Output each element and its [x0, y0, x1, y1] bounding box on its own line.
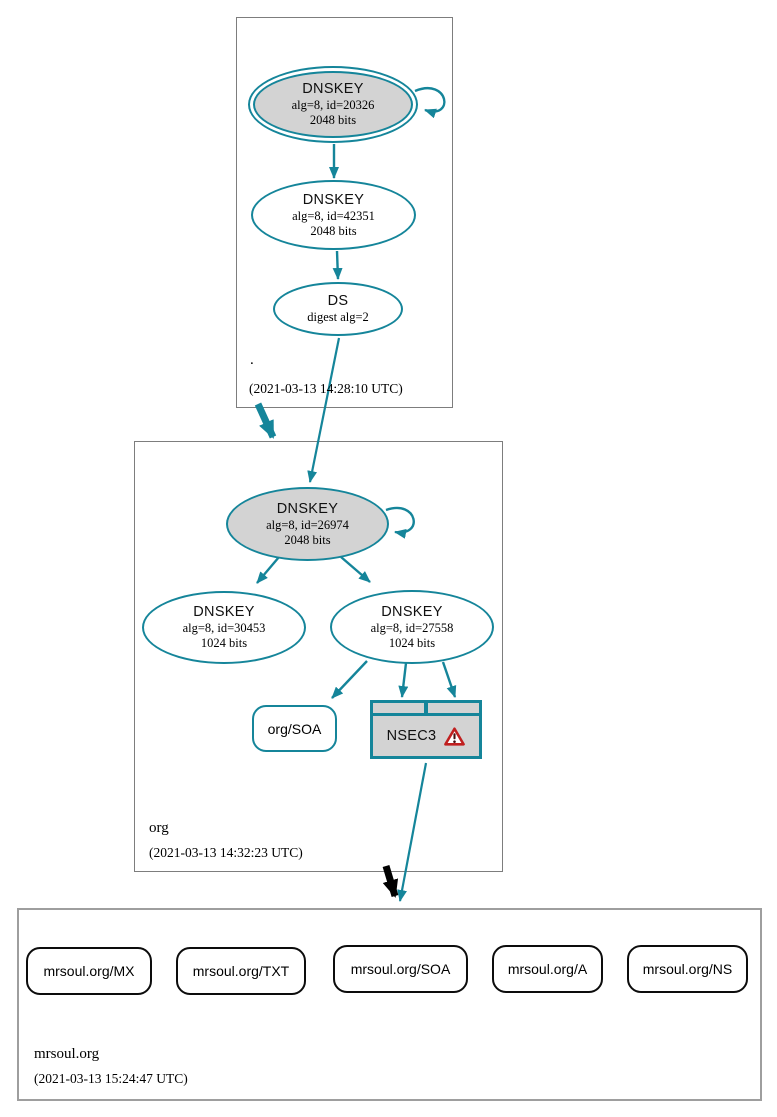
nsec3-record-cell-2	[428, 703, 479, 713]
node-title: DNSKEY	[381, 603, 443, 620]
edge-org-zsk2-to-nsec3-a	[402, 663, 406, 697]
node-title: DNSKEY	[302, 191, 365, 208]
rrset-label: mrsoul.org/TXT	[192, 963, 290, 979]
edge-nsec3-to-mrsoul	[400, 763, 426, 901]
edge-root-zsk-to-ds	[337, 251, 338, 279]
node-detail-alg-id: alg=8, id=26974	[266, 517, 349, 532]
zone-timestamp-root: (2021-03-13 14:28:10 UTC)	[249, 381, 403, 396]
node-title: DNSKEY	[193, 604, 255, 620]
node-title: DNSKEY	[302, 81, 364, 97]
zone-name-org: org	[149, 820, 169, 836]
edge-org-ksk-to-zsk2	[341, 557, 370, 582]
zone-timestamp-org: (2021-03-13 14:32:23 UTC)	[149, 845, 303, 860]
edge-org-ksk-selfsign	[386, 508, 414, 532]
edge-root-ksk-selfsign	[415, 88, 444, 111]
rrset-label: mrsoul.org/NS	[642, 961, 733, 977]
rrset-label: mrsoul.org/SOA	[350, 961, 451, 977]
ds-node-root[interactable]	[273, 282, 403, 336]
rrset-node-mrsoul-org-ns[interactable]	[627, 945, 748, 993]
edge-org-ksk-to-zsk1	[257, 557, 279, 583]
nsec3-node[interactable]	[370, 700, 482, 759]
rrset-node-org-soa[interactable]	[252, 705, 337, 752]
edge-org-zsk2-to-soa	[332, 661, 367, 698]
edge-delegation-org-to-mrsoul	[386, 866, 395, 896]
nsec3-record-cells	[373, 703, 479, 713]
dnskey-node-root-ksk-inner	[253, 71, 413, 138]
rrset-label: org/SOA	[267, 720, 322, 737]
rrset-node-mrsoul-org-soa[interactable]	[333, 945, 468, 993]
zone-name-mrsoul-org: mrsoul.org	[34, 1046, 100, 1062]
edge-org-zsk2-to-nsec3-b	[443, 662, 455, 697]
dnskey-node-org-ksk-26974[interactable]	[226, 487, 389, 561]
dnskey-node-org-zsk-27558[interactable]	[330, 590, 494, 664]
rrset-node-mrsoul-org-a[interactable]	[492, 945, 603, 993]
warning-icon	[444, 727, 465, 746]
node-title: DS	[327, 293, 349, 309]
rrset-node-mrsoul-org-txt[interactable]	[176, 947, 306, 995]
node-detail-bits: 1024 bits	[388, 635, 436, 650]
node-detail-bits: 1024 bits	[200, 636, 248, 650]
node-detail-bits: 2048 bits	[309, 113, 357, 127]
edge-delegation-root-to-org	[258, 404, 273, 437]
zone-timestamp-mrsoul-org: (2021-03-13 15:24:47 UTC)	[34, 1071, 188, 1086]
nsec3-body	[373, 716, 479, 756]
rrset-label: mrsoul.org/A	[507, 961, 588, 977]
node-detail-alg-id: alg=8, id=27558	[370, 620, 454, 635]
node-detail-bits: 2048 bits	[284, 532, 331, 547]
nsec3-record-cell-1	[373, 703, 424, 713]
rrset-node-mrsoul-org-mx[interactable]	[26, 947, 152, 995]
node-detail-alg-id: alg=8, id=30453	[182, 621, 266, 635]
nsec3-label: NSEC3	[386, 728, 437, 744]
dnskey-node-root-ksk-20326[interactable]	[248, 66, 418, 143]
edge-ds-to-org-ksk	[310, 338, 339, 482]
node-detail-alg-id: alg=8, id=20326	[291, 98, 375, 112]
node-detail-digest: digest alg=2	[307, 310, 369, 324]
zone-name-root: .	[250, 352, 254, 368]
node-detail-alg-id: alg=8, id=42351	[292, 208, 375, 223]
node-title: DNSKEY	[276, 500, 339, 517]
dnskey-node-root-zsk-42351[interactable]	[251, 180, 416, 250]
rrset-label: mrsoul.org/MX	[43, 963, 135, 979]
dnskey-node-org-zsk-30453[interactable]	[142, 591, 306, 664]
node-detail-bits: 2048 bits	[310, 223, 357, 238]
